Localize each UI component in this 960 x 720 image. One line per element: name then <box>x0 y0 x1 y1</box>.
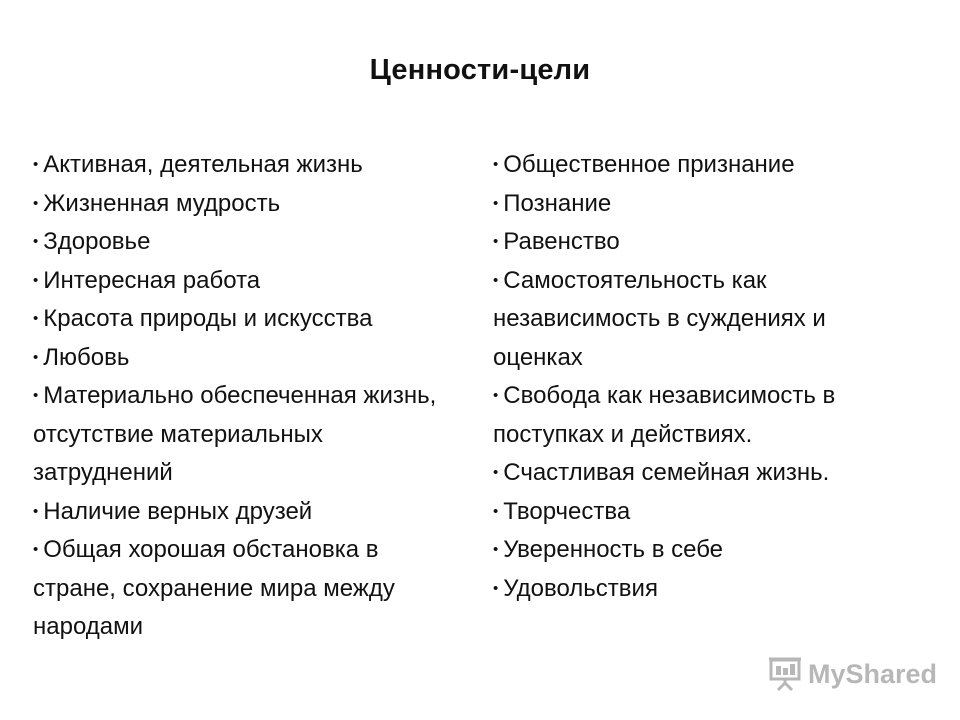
list-item <box>33 185 453 224</box>
list-item-text: Познание <box>503 189 612 217</box>
list-item-text: Свобода как независимость в поступках и действиях. <box>493 382 836 448</box>
list-item-text: Равенство <box>503 228 620 255</box>
list-item-text: Интересная работа <box>43 266 261 294</box>
bullet: • <box>33 194 39 212</box>
list-item-text: Активная, деятельная жизнь <box>43 151 363 178</box>
bullet: • <box>493 541 499 558</box>
list-item-text: Удовольствия <box>503 574 658 602</box>
bullet: • <box>493 387 499 404</box>
list-item-text: Общая хорошая обстановка в стране, сохранение мира между народами <box>33 536 395 640</box>
list-item <box>33 262 453 301</box>
presentation-board-icon <box>768 656 802 692</box>
list-item-text: Жизненная мудрость <box>43 189 281 217</box>
bullet: • <box>33 271 39 289</box>
left-value-list <box>33 146 453 647</box>
list-item-text: Счастливая семейная жизнь. <box>503 459 830 486</box>
bullet: • <box>493 271 499 289</box>
list-item <box>493 185 903 224</box>
list-item <box>493 146 903 185</box>
list-item <box>493 377 903 454</box>
myshared-watermark <box>768 650 938 698</box>
list-item-text: Творчества <box>503 497 631 525</box>
list-item <box>33 531 453 647</box>
list-item <box>33 377 453 493</box>
list-item <box>493 223 903 262</box>
watermark-text: MyShared <box>808 659 938 689</box>
bullet: • <box>493 194 499 212</box>
bullet: • <box>33 387 39 404</box>
bullet: • <box>493 502 499 520</box>
list-item <box>33 493 453 532</box>
list-item <box>493 531 903 570</box>
list-item <box>493 570 903 609</box>
slide-title: Ценности-цели <box>369 54 591 86</box>
bullet: • <box>33 348 39 366</box>
list-item <box>33 300 453 339</box>
bullet: • <box>33 502 39 520</box>
list-item <box>493 454 903 493</box>
list-item <box>493 262 903 378</box>
list-item-text: Общественное признание <box>503 151 795 178</box>
bullet: • <box>33 233 39 250</box>
list-item <box>33 146 453 185</box>
list-item-text: Здоровье <box>43 228 151 255</box>
list-item-text: Самостоятельность как независимость в суждениях и оценках <box>493 266 826 371</box>
list-item-text: Материально обеспеченная жизнь, отсутствие материальных затруднений <box>33 382 437 486</box>
bullet: • <box>493 464 499 481</box>
list-item-text: Наличие верных друзей <box>43 497 313 525</box>
list-item <box>33 339 453 378</box>
bullet: • <box>33 156 39 173</box>
bullet: • <box>493 579 499 597</box>
list-item-text: Уверенность в себе <box>503 536 724 563</box>
bullet: • <box>493 233 499 250</box>
bullet: • <box>33 541 39 558</box>
list-item-text: Любовь <box>43 343 130 371</box>
right-value-list <box>493 146 903 608</box>
list-item-text: Красота природы и искусства <box>43 305 373 332</box>
list-item <box>33 223 453 262</box>
bullet: • <box>493 156 499 173</box>
list-item <box>493 493 903 532</box>
bullet: • <box>33 310 39 327</box>
